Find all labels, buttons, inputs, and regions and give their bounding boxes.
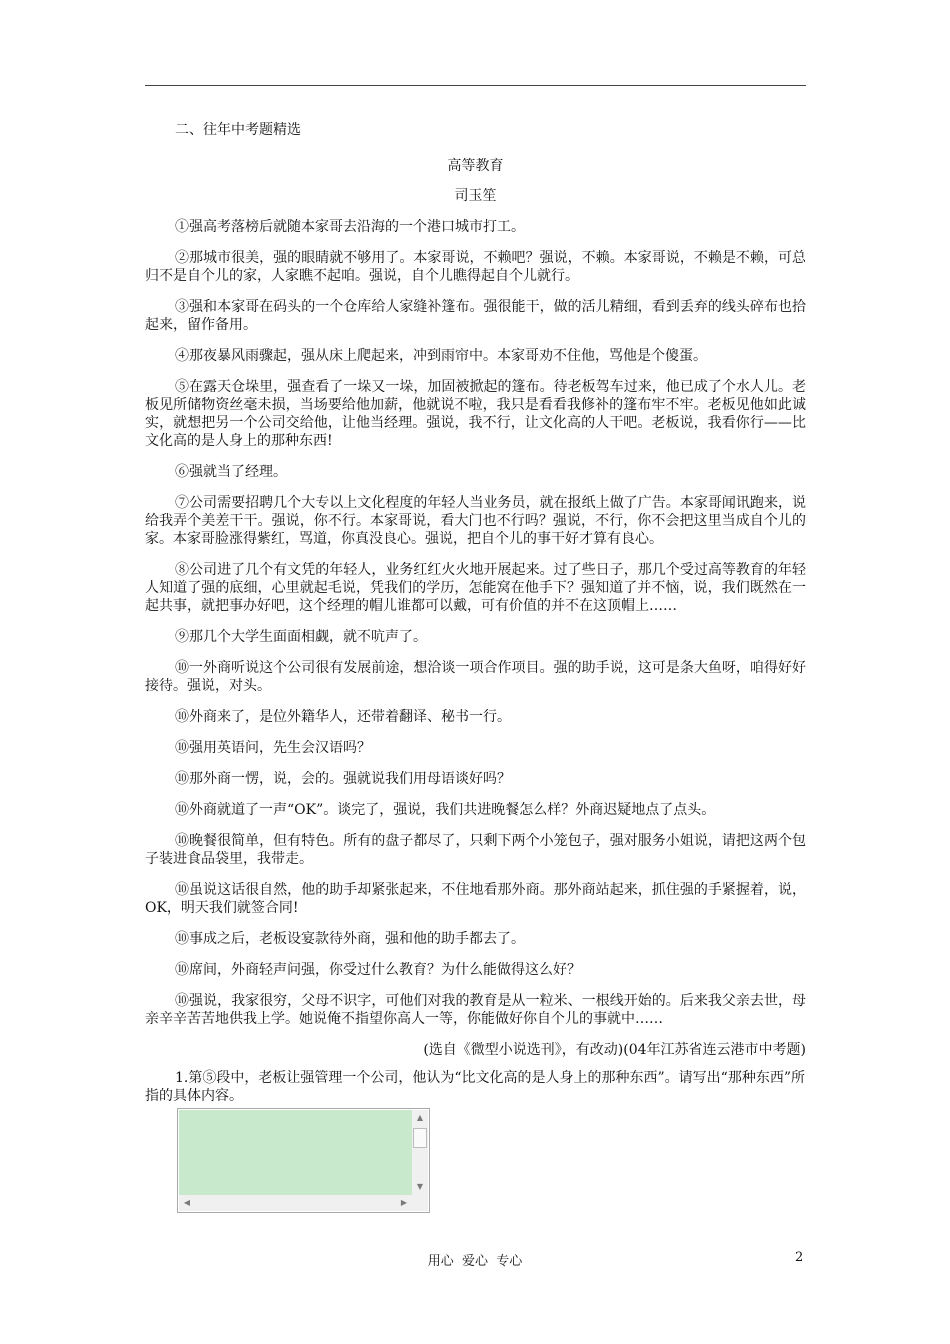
page-number: 2 [795,1250,804,1265]
section-heading: 二、往年中考题精选 [175,122,301,138]
paragraph-9: ⑨那几个大学生面面相觑，就不吭声了。 [175,629,427,645]
scroll-up-icon[interactable]: ▲ [416,1113,424,1122]
document-body [145,118,806,1105]
paragraph-11: ⑩外商来了，是位外籍华人，还带着翻译、秘书一行。 [175,709,511,725]
paragraph-17: ⑩事成之后，老板设宴款待外商，强和他的助手都去了。 [175,931,525,947]
scroll-thumb[interactable] [413,1128,427,1148]
paragraph-10: ⑩一外商听说这个公司很有发展前途，想洽谈一项合作项目。强的助手说，这可是条大鱼呀，咱得好好接待。强说，对头。 [145,660,806,694]
paragraph-3: ③强和本家哥在码头的一个仓库给人家缝补篷布。强很能干，做的活儿精细，看到丢弃的线头碎布也拾起来，留作备用。 [145,299,806,333]
paragraph-5: ⑤在露天仓垛里，强查看了一垛又一垛，加固被掀起的篷布。待老板驾车过来，他已成了个水人儿。老板见所储物资丝毫未损，当场要给他加薪，他就说不啦，我只是看看我修补的篷布牢不牢。老板见他如此诚实，就想把另一个公司交给他，让他当经理。强说，我不行，让文化高的人干吧。老板说，我看你行——比文化高的是人身上的那种东西! [145,379,806,449]
paragraph-15: ⑩晚餐很简单，但有特色。所有的盘子都尽了，只剩下两个小笼包子，强对服务小姐说，请把这两个包子装进食品袋里，我带走。 [145,833,806,867]
paragraph-13: ⑩那外商一愣，说，会的。强就说我们用母语谈好吗？ [175,771,511,787]
article-title: 高等教育 [447,158,504,174]
paragraph-2: ②那城市很美，强的眼睛就不够用了。本家哥说，不赖吧？强说，不赖。本家哥说，不赖是不赖，可总归不是自个儿的家，人家瞧不起咱。强说，自个儿瞧得起自个儿就行。 [145,250,806,284]
scroll-left-icon[interactable]: ◀ [183,1198,191,1207]
paragraph-7: ⑦公司需要招聘几个大专以上文化程度的年轻人当业务员，就在报纸上做了广告。本家哥闻讯跑来，说给我弄个美差干干。强说，你不行。本家哥说，看大门也不行吗？强说，不行，你不会把这里当成自个儿的家。本家哥脸涨得紫红，骂道，你真没良心。强说，把自个儿的事干好才算有良心。 [145,495,806,547]
horizontal-scrollbar[interactable] [179,1195,412,1211]
paragraph-12: ⑩强用英语问，先生会汉语吗？ [175,740,371,756]
paragraph-1: ①强高考落榜后就随本家哥去沿海的一个港口城市打工。 [175,219,525,235]
paragraph-8: ⑧公司进了几个有文凭的年轻人，业务红红火火地开展起来。过了些日子，那几个受过高等教育的年轻人知道了强的底细，心里就起毛说，凭我们的学历，怎能窝在他手下？强知道了并不恼，说，我们既然在一起共事，就把事办好吧，这个经理的帽儿谁都可以戴，可有价值的并不在这顶帽上…… [145,562,806,614]
scrollbar-corner [412,1195,428,1211]
paragraph-4: ④那夜暴风雨骤起，强从床上爬起来，冲到雨帘中。本家哥劝不住他，骂他是个傻蛋。 [175,348,707,364]
answer-input[interactable] [179,1110,412,1195]
paragraph-18: ⑩席间，外商轻声问强，你受过什么教育？为什么能做得这么好？ [175,962,581,978]
article-author: 司玉笙 [454,188,497,204]
header-rule [145,85,806,86]
scroll-down-icon[interactable]: ▼ [416,1182,424,1191]
footer-slogan: 用心 爱心 专心 [427,1254,523,1269]
article-source: (选自《微型小说选刊》，有改动)(04年江苏省连云港市中考题) [423,1042,806,1058]
answer-textbox [177,1108,430,1213]
vertical-scrollbar[interactable] [412,1110,428,1195]
question-1: 1.第⑤段中，老板让强管理一个公司，他认为“比文化高的是人身上的那种东西”。请写出“那种东西”所指的具体内容。 [145,1070,805,1104]
scroll-right-icon[interactable]: ▶ [400,1198,408,1207]
paragraph-19: ⑩强说，我家很穷，父母不识字，可他们对我的教育是从一粒米、一根线开始的。后来我父亲去世，母亲辛辛苦苦地供我上学。她说俺不指望你高人一等，你能做好你自个儿的事就中…… [145,993,806,1027]
paragraph-16: ⑩虽说这话很自然，他的助手却紧张起来，不住地看那外商。那外商站起来，抓住强的手紧握着，说，OK，明天我们就签合同! [145,882,806,916]
paragraph-6: ⑥强就当了经理。 [175,464,287,480]
paragraph-14: ⑩外商就道了一声“OK”。谈完了，强说，我们共进晚餐怎么样？外商迟疑地点了点头。 [175,802,716,818]
